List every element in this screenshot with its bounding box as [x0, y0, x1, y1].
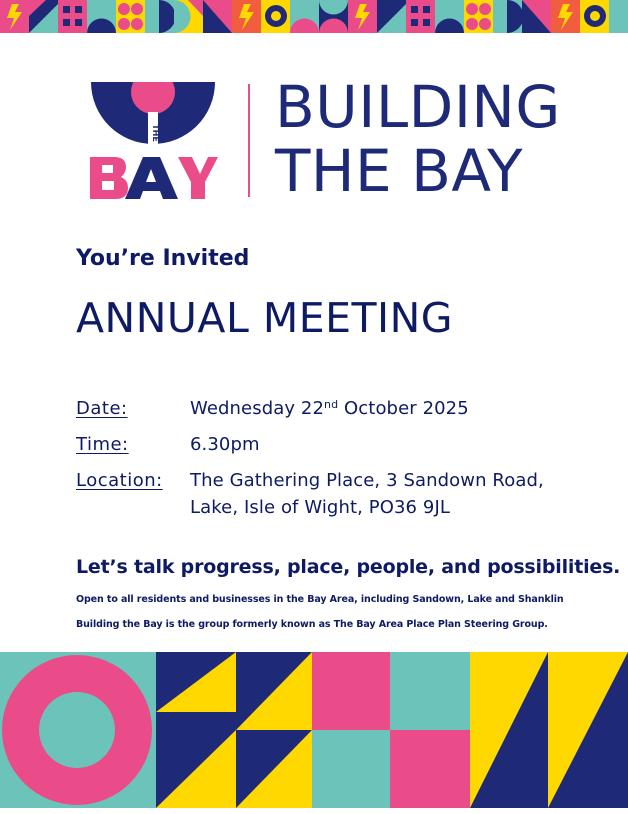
- formerly-known-note: Building the Bay is the group formerly known as The Bay Area Place Plan Steering Group.: [76, 619, 548, 630]
- time-label: Time:: [76, 434, 129, 455]
- location-line1: The Gathering Place, 3 Sandown Road,: [190, 470, 544, 491]
- time-value: 6.30pm: [190, 434, 260, 455]
- open-to-note: Open to all residents and businesses in the Bay Area, including Sandown, Lake and Shanklin: [76, 594, 564, 605]
- geometric-pattern-bottom: [0, 652, 628, 808]
- location-label: Location:: [76, 470, 163, 491]
- date-value-prefix: Wednesday 22: [190, 398, 325, 419]
- logo-divider: [248, 84, 250, 197]
- date-value-ordinal: nd: [324, 398, 339, 411]
- event-title: ANNUAL MEETING: [76, 294, 454, 342]
- invite-heading: You’re Invited: [76, 246, 250, 271]
- brand-title-line1: BUILDING: [275, 73, 561, 141]
- geometric-pattern-top: [0, 0, 628, 33]
- date-value: [190, 398, 469, 419]
- location-line2: Lake, Isle of Wight, PO36 9JL: [190, 497, 450, 518]
- tagline: Let’s talk progress, place, people, and possibilities.: [76, 556, 621, 578]
- logo-badge-word-top: THE: [151, 124, 160, 142]
- bay-logo-icon: [88, 82, 218, 200]
- date-value-suffix: October 2025: [338, 398, 469, 419]
- top-pattern-band: [0, 0, 628, 33]
- date-label: Date:: [76, 398, 128, 419]
- brand-title-line2: THE BAY: [275, 137, 524, 205]
- logo-badge-bay-letters: [90, 157, 218, 199]
